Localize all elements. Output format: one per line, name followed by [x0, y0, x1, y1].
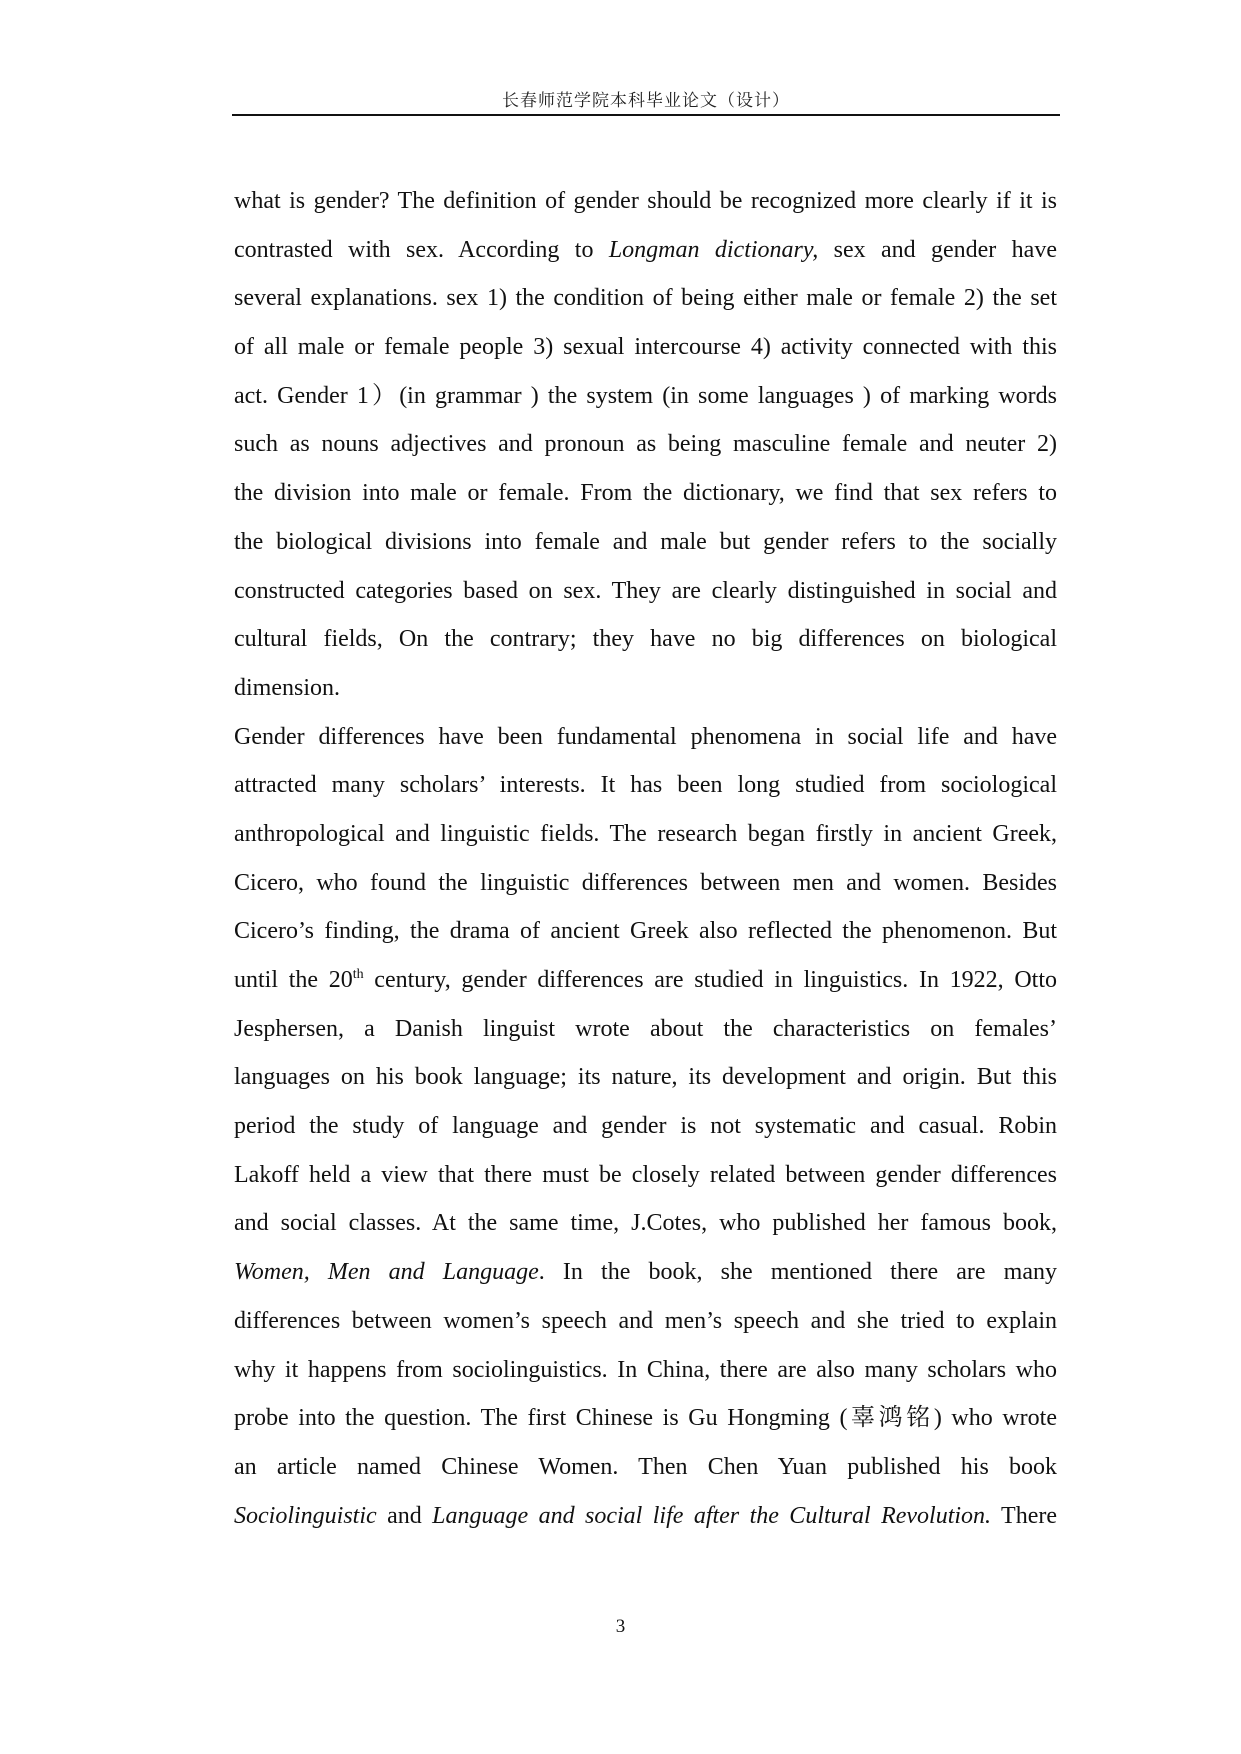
text-line: cultural fields, On the contrary; they have no big differences on biological	[234, 626, 1057, 653]
italic-title: Language and social life after the Cultural Revolution.	[432, 1502, 992, 1529]
text-line: and social classes. At the same time, J.Cotes, who published her famous book,	[234, 1210, 1057, 1237]
text-line: Cicero’s finding, the drama of ancient Greek also reflected the phenomenon. But	[234, 918, 1057, 945]
text-line: Cicero, who found the linguistic differences between men and women. Besides	[234, 869, 1057, 896]
italic-title: Women, Men and Language	[234, 1259, 539, 1286]
text-line: Women, Men and Language. In the book, she mentioned there are many	[234, 1259, 1057, 1286]
header-rule	[232, 114, 1060, 116]
text-line: until the 20th century, gender differences are studied in linguistics. In 1922, Otto	[234, 967, 1057, 993]
text-line: attracted many scholars’ interests. It has been long studied from sociological	[234, 772, 1057, 799]
text-line: such as nouns adjectives and pronoun as being masculine female and neuter 2)	[234, 431, 1057, 458]
body-text	[234, 181, 1057, 1544]
text-line: period the study of language and gender is not systematic and casual. Robin	[234, 1113, 1057, 1140]
text-line: constructed categories based on sex. They are clearly distinguished in social and	[234, 577, 1057, 604]
text-line: Jesphersen, a Danish linguist wrote about the characteristics on females’	[234, 1015, 1057, 1042]
page-number: 3	[615, 1616, 626, 1637]
text-line: probe into the question. The first Chinese is Gu Hongming (辜鸿铭) who wrote	[234, 1405, 1057, 1432]
text-line: Gender differences have been fundamental phenomena in social life and have	[234, 723, 1057, 750]
text-line: differences between women’s speech and men’s speech and she tried to explain	[234, 1307, 1057, 1334]
superscript: th	[352, 967, 364, 982]
text-line: Sociolinguistic and Language and social life after the Cultural Revolution. There	[234, 1502, 1058, 1529]
text-line: act. Gender 1）(in grammar ) the system (in some languages ) of marking words	[234, 382, 1057, 409]
text-line: what is gender? The definition of gender should be recognized more clearly if it is	[234, 188, 1057, 214]
text-line: dimension.	[234, 674, 340, 701]
text-line: the division into male or female. From the dictionary, we find that sex refers to	[234, 480, 1057, 507]
text-line: why it happens from sociolinguistics. In China, there are also many scholars who	[234, 1356, 1057, 1383]
text-line: contrasted with sex. According to Longman dictionary, sex and gender have	[234, 236, 1057, 263]
running-header: 长春师范学院本科毕业论文（设计）	[502, 91, 790, 110]
italic-title: Sociolinguistic	[234, 1502, 377, 1529]
text-line: an article named Chinese Women. Then Chen Yuan published his book	[234, 1453, 1057, 1480]
text-line: several explanations. sex 1) the condition of being either male or female 2) the set	[234, 285, 1057, 312]
text-line: of all male or female people 3) sexual intercourse 4) activity connected with this	[234, 334, 1057, 361]
text-line: anthropological and linguistic fields. The research began firstly in ancient Greek,	[234, 820, 1057, 847]
italic-title: Longman dictionary,	[608, 236, 819, 263]
text-line: the biological divisions into female and male but gender refers to the socially	[234, 528, 1057, 555]
text-line: Lakoff held a view that there must be closely related between gender differences	[234, 1161, 1057, 1188]
text-line: languages on his book language; its nature, its development and origin. But this	[234, 1064, 1057, 1091]
